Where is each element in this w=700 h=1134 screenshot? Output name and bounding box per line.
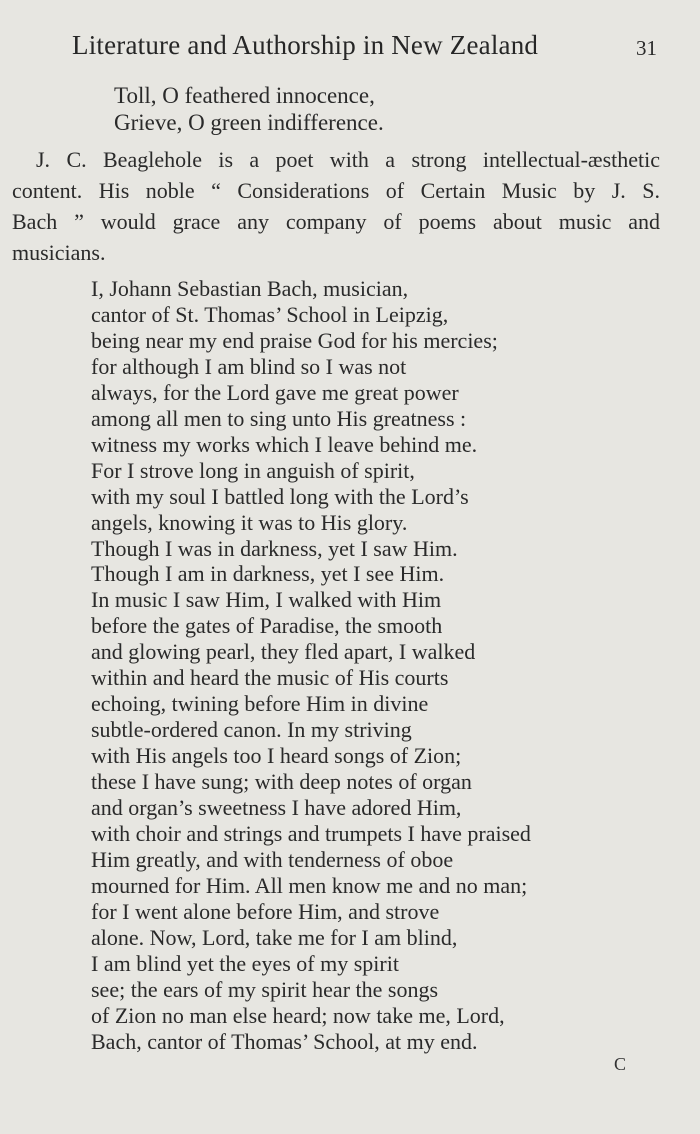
signature-mark: C [614, 1054, 627, 1074]
running-head-title: Literature and Authorship in New Zealand [72, 30, 539, 60]
poem-line: cantor of St. Thomas’ School in Leipzig, [91, 301, 449, 327]
poem-line: Though I am in darkness, yet I see Him. [91, 561, 445, 587]
prose-line: J. C. Beaglehole is a poet with a strong intellectual-æsthetic [36, 147, 660, 172]
poem-line: for I went alone before Him, and strove [91, 898, 440, 924]
poem-line: alone. Now, Lord, take me for I am blind, [91, 924, 458, 950]
poem-line: within and heard the music of His courts [91, 665, 449, 691]
poem-line: for although I am blind so I was not [91, 353, 407, 379]
poem-line: of Zion no man else heard; now take me, Lord, [91, 1002, 505, 1028]
poem-line: and organ’s sweetness I have adored Him, [91, 795, 462, 821]
poem-line: always, for the Lord gave me great power [91, 379, 459, 405]
prose-paragraph [12, 144, 660, 268]
poem-line: witness my works which I leave behind me. [91, 431, 478, 457]
poem-line: being near my end praise God for his mercies; [91, 327, 498, 353]
poem-line: Bach, cantor of Thomas’ School, at my end. [91, 1028, 478, 1054]
poem-line: I, Johann Sebastian Bach, musician, [91, 276, 409, 301]
poem-line: see; the ears of my spirit hear the songs [91, 976, 439, 1002]
poem-line: with His angels too I heard songs of Zion; [91, 743, 462, 769]
verse-line: Toll, O feathered innocence, [114, 83, 375, 108]
poem-line: Though I was in darkness, yet I saw Him. [91, 535, 458, 561]
quoted-poem [91, 276, 531, 1055]
poem-line: among all men to sing unto His greatness : [91, 405, 467, 431]
poem-line: these I have sung; with deep notes of organ [91, 769, 472, 795]
poem-line: echoing, twining before Him in divine [91, 691, 429, 717]
poem-line: mourned for Him. All men know me and no man; [91, 872, 528, 898]
poem-line: with my soul I battled long with the Lord’s [91, 483, 469, 509]
prose-line: content. His noble “ Considerations of Certain Music by J. S. [12, 178, 660, 203]
poem-line: with choir and strings and trumpets I have praised [91, 821, 531, 847]
prose-line: Bach ” would grace any company of poems about music and [12, 209, 660, 234]
poem-line: In music I saw Him, I walked with Him [91, 587, 442, 613]
poem-line: before the gates of Paradise, the smooth [91, 613, 443, 639]
verse-fragment [114, 82, 384, 136]
poem-line: For I strove long in anguish of spirit, [91, 457, 415, 483]
prose-line: musicians. [12, 240, 106, 265]
poem-line: and glowing pearl, they fled apart, I walked [91, 639, 476, 665]
poem-line: Him greatly, and with tenderness of oboe [91, 846, 454, 872]
verse-line: Grieve, O green indifference. [114, 110, 384, 135]
poem-line: subtle-ordered canon. In my striving [91, 717, 412, 743]
poem-line: I am blind yet the eyes of my spirit [91, 950, 399, 976]
poem-line: angels, knowing it was to His glory. [91, 509, 408, 535]
page-number: 31 [636, 36, 657, 60]
